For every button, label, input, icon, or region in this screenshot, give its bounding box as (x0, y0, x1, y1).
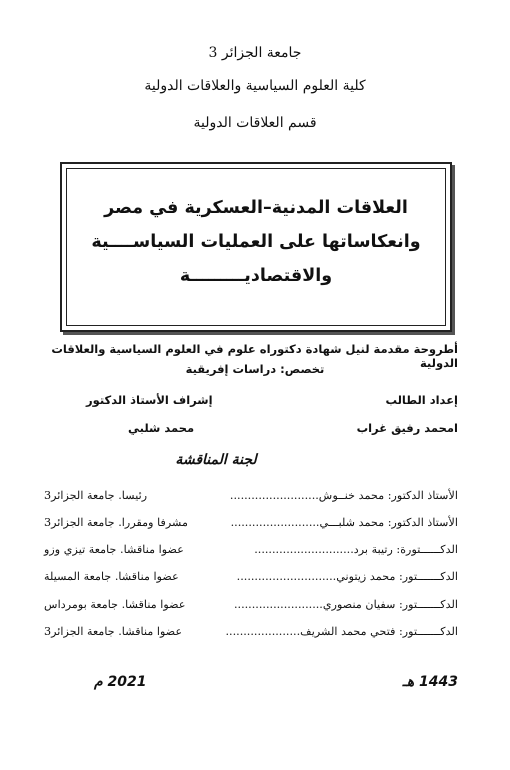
hijri-year: 1443 هـ (402, 674, 458, 690)
committee-member-name: الدكــــــتورة: رتيبة برد............................ (254, 543, 458, 556)
supervisor-name: محمد شلبي (128, 421, 195, 435)
thesis-title-line-3: والاقتصاديـــــــــة (179, 266, 333, 286)
committee-title: لجنة المناقشة (175, 452, 257, 468)
gregorian-year: 2021 م (94, 674, 147, 690)
committee-member-role: عضوا مناقشا. جامعة تيزي وزو (44, 543, 184, 556)
student-label: إعداد الطالب (385, 393, 458, 407)
university-name: جامعة الجزائر 3 (208, 45, 302, 61)
committee-member-role: عضوا مناقشا. جامعة المسيلة (44, 570, 179, 583)
thesis-title-line-2: وانعكاساتها على العمليات السياســــية (91, 232, 421, 252)
committee-member-name: الدكـــــــتور: محمد زيتوني............................ (236, 570, 458, 583)
committee-member-role: رئيسا. جامعة الجزائر3 (44, 489, 148, 502)
specialization: تخصص: دراسات إفريقية (185, 362, 325, 376)
committee-member-name: الأستاذ الدكتور: محمد خنــوش......................... (229, 489, 458, 502)
thesis-title-line-1: العلاقات المدنية–العسكرية في مصر (104, 198, 408, 218)
title-frame (60, 162, 452, 332)
supervisor-label: إشراف الأستاذ الدكتور (86, 393, 213, 407)
committee-member-name: الدكـــــــتور: سفيان منصوري......................... (233, 598, 458, 611)
committee-member-role: مشرفا ومقررا. جامعة الجزائر3 (44, 516, 189, 529)
committee-member-name: الأستاذ الدكتور: محمد شلبـــي......................... (230, 516, 458, 529)
committee-member-name: الدكـــــــتور: فتحي محمد الشريف..................... (225, 625, 458, 638)
thesis-description: أطروحة مقدمة لنيل شهادة دكتوراه علوم في العلوم السياسية والعلاقات الدولية (51, 342, 458, 370)
committee-member-role: عضوا مناقشا. جامعة بومرداس (44, 598, 186, 611)
committee-member-role: عضوا مناقشا. جامعة الجزائر3 (44, 625, 183, 638)
department-name: قسم العلاقات الدولية (193, 115, 317, 131)
faculty-name: كلية العلوم السياسية والعلاقات الدولية (144, 78, 366, 94)
student-name: امحمد رفيق غراب (356, 421, 458, 435)
